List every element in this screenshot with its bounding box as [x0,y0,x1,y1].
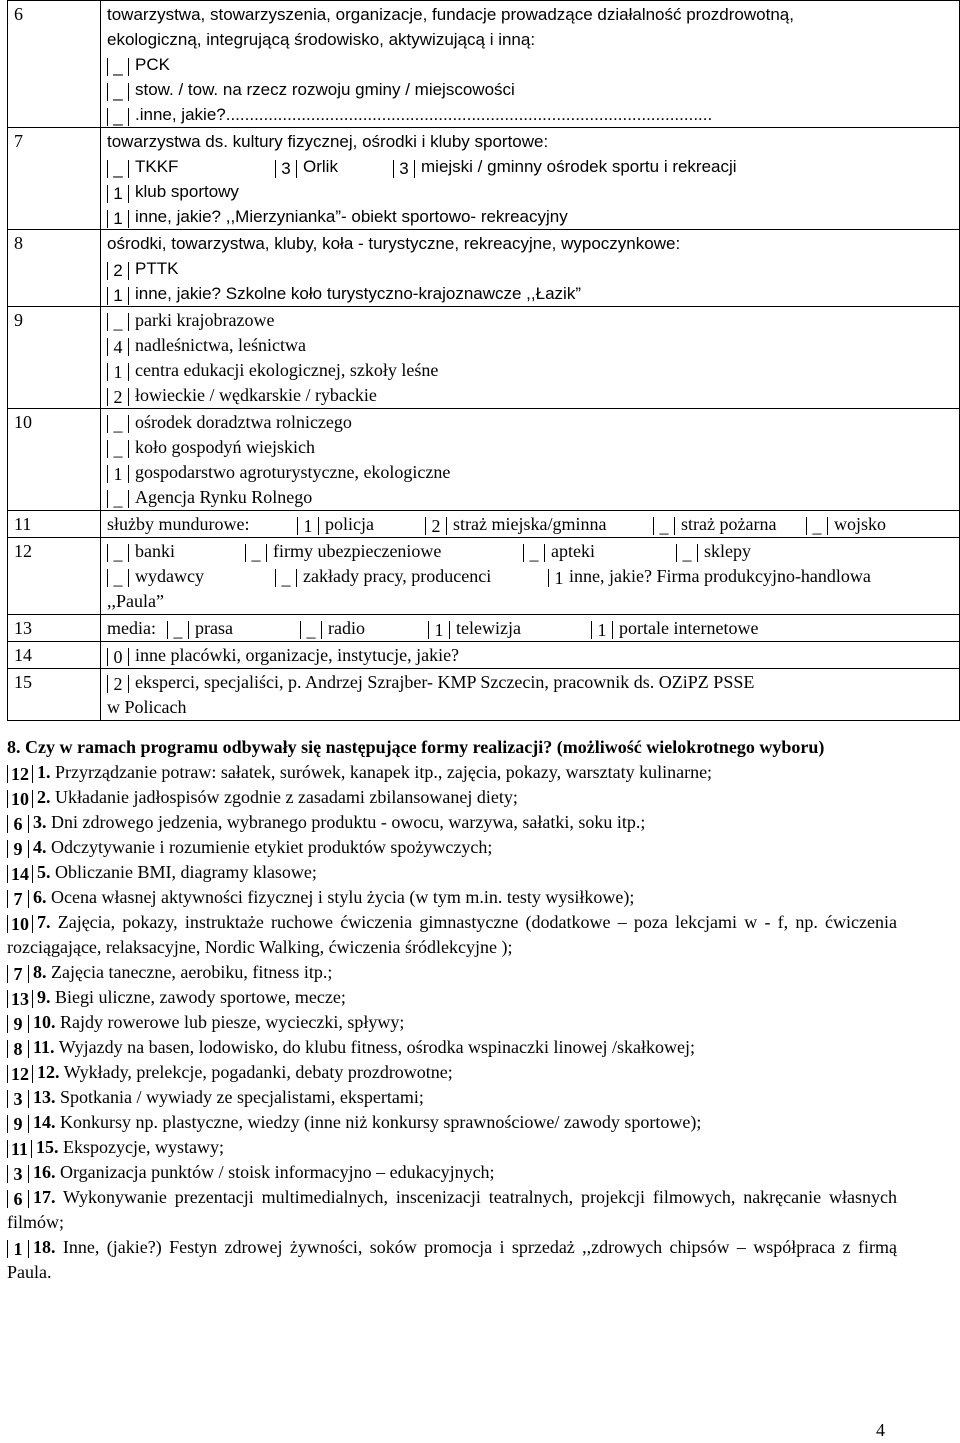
list-item [107,204,953,229]
row-title: ośrodki, towarzystwa, kluby, koła - turystyczne, rekreacyjne, wypoczynkowe: [107,234,681,253]
list-item [107,460,953,485]
row-content [101,615,960,642]
item-label: portale internetowe [619,618,759,638]
count-box: 3 [275,160,297,178]
item-number: 8. [33,962,47,982]
count-box: 11 [7,1140,32,1158]
item-label: TKKF [135,157,179,176]
item-text: Wykłady, prelekcje, pogadanki, debaty prozdrowotne; [63,1062,453,1082]
item-number: 7. [37,912,51,932]
item-label: miejski / gminny ośrodek sportu i rekreacji [421,157,737,176]
count-box: 7 [7,965,29,983]
list-item [7,910,897,960]
count-box: 10 [7,790,33,808]
item-label: PCK [135,55,170,74]
item-label: wydawcy [135,566,204,586]
list-item [107,383,953,408]
count-box: 1 [107,185,129,203]
row-content [101,230,960,307]
count-box: 9 [7,840,29,858]
item-text: Zajęcia, pokazy, instruktaże ruchowe ćwiczenia gimnastyczne (dodatkowe – poza lekcjami w - f, np. ćwiczenia rozciągające, relaksacyjne, Nordic Walking, ćwiczenia śródlekcyjne ); [7,912,897,957]
item-number: 14. [33,1112,56,1132]
row-content [101,307,960,409]
item-text: Wykonywanie prezentacji multimedialnych, inscenizacji teatralnych, projekcji filmowych, nakręcanie własnych filmów; [7,1187,897,1232]
item-text: Inne, (jakie?) Festyn zdrowej żywności, soków promocja i sprzedaż ,,zdrowych chipsów – współpraca z firmą Paula. [7,1237,897,1282]
row-content [101,538,960,615]
count-box: 10 [7,915,33,933]
list-item [7,835,897,860]
table-row [8,511,960,538]
list-item [7,985,897,1010]
inline-options [107,154,953,179]
item-number: 17. [33,1187,56,1207]
item-label: inne, jakie? ,,Mierzynianka”- obiekt sportowo- rekreacyjny [135,207,568,226]
item-label: PTTK [135,259,179,278]
table-row [8,409,960,511]
count-box: _ [806,517,828,535]
item-text: Ocena własnej aktywności fizycznej i stylu życia (w tym m.in. testy wysiłkowe); [51,887,635,907]
list-item [107,435,953,460]
count-box: 12 [7,765,33,783]
row-number: 15 [8,669,101,721]
item-label: eksperci, specjaliści, p. Andrzej Szrajber- KMP Szczecin, pracownik ds. OZiPZ PSSE [135,672,755,692]
item-label: radio [328,618,365,638]
count-box: _ [653,517,675,535]
list-item [7,1060,897,1085]
count-box: 1 [107,363,129,381]
table-row [8,669,960,721]
item-text: Dni zdrowego jedzenia, wybranego produktu - owocu, warzywa, sałatki, soku itp.; [51,812,646,832]
row-tail: w Policach [107,697,187,717]
section-8 [7,735,897,1285]
item-label: straż pożarna [681,514,777,534]
count-box: 7 [7,890,29,908]
item-label: inne placówki, organizacje, instytucje, jakie? [135,645,460,665]
item-number: 6. [33,887,47,907]
list-item [7,1160,897,1185]
table-row [8,538,960,615]
count-box: _ [676,544,698,562]
list-item [107,102,953,127]
item-label: centra edukacji ekologicznej, szkoły leśne [135,360,439,380]
item-number: 2. [37,787,51,807]
item-text: Zajęcia taneczne, aerobiku, fitness itp.; [51,962,333,982]
row-content [101,511,960,538]
list-item [7,1185,897,1235]
count-box: _ [107,440,129,458]
item-label: banki [135,541,175,561]
item-number: 18. [33,1237,56,1257]
list-item [107,410,953,435]
count-box: _ [107,83,129,101]
item-text: Przyrządzanie potraw: sałatek, surówek, kanapek itp., zajęcia, pokazy, warsztaty kulinarne; [55,762,713,782]
item-label: Agencja Rynku Rolnego [135,487,313,507]
list-item [7,885,897,910]
item-label: nadleśnictwa, leśnictwa [135,335,306,355]
item-number: 4. [33,837,47,857]
count-box: 8 [7,1040,29,1058]
list-item [7,1085,897,1110]
item-number: 10. [33,1012,56,1032]
count-box: 3 [393,160,415,178]
row-number: 7 [8,128,101,230]
item-number: 5. [37,862,51,882]
row-content [101,642,960,669]
inline-options [107,512,953,537]
row-label: służby mundurowe: [107,514,250,534]
row-title: towarzystwa, stowarzyszenia, organizacje, fundacje prowadzące działalność prozdrowotną, [107,5,794,24]
list-item [7,1110,897,1135]
count-box: 1 [107,210,129,228]
table-row [8,615,960,642]
section-title: 8. Czy w ramach programu odbywały się następujące formy realizacji? (możliwość wielokrotnego wyboru) [7,737,825,757]
count-box: 1 [107,465,129,483]
item-label: apteki [551,541,595,561]
list-item [7,860,897,885]
item-label: zakłady pracy, producenci [303,566,492,586]
item-text: Rajdy rowerowe lub piesze, wycieczki, spływy; [60,1012,405,1032]
item-label: wojsko [834,514,887,534]
list-item [107,333,953,358]
count-box: 2 [107,388,129,406]
count-box: _ [300,621,322,639]
row-title-cont: ekologiczną, integrującą środowisko, aktywizującą i inną: [107,30,536,49]
table-row [8,1,960,128]
forms-list [7,760,897,1285]
count-box: 2 [425,517,447,535]
item-number: 13. [33,1087,56,1107]
table-row [8,230,960,307]
count-box: 9 [7,1015,29,1033]
inline-options [107,539,953,564]
item-text: Konkursy np. plastyczne, wiedzy (inne niż konkursy sprawnościowe/ zawody sportowe); [60,1112,702,1132]
count-box: _ [107,490,129,508]
count-box: 4 [107,338,129,356]
list-item [107,256,953,281]
item-number: 16. [33,1162,56,1182]
list-item [107,281,953,306]
count-box: _ [523,544,545,562]
count-box: _ [107,569,129,587]
row-tail: ,,Paula” [107,591,164,611]
item-label: telewizja [456,618,521,638]
list-item [107,77,953,102]
item-label: sklepy [704,541,751,561]
count-box: _ [107,58,129,76]
list-item [107,670,953,695]
count-box: 14 [7,865,33,883]
table-row [8,128,960,230]
count-box: 3 [7,1090,29,1108]
count-box: 1 [7,1240,29,1258]
item-number: 12. [37,1062,60,1082]
count-box: 13 [7,990,33,1008]
count-box: 2 [107,675,129,693]
count-box: _ [107,313,129,331]
item-label: klub sportowy [135,182,239,201]
list-item [107,308,953,333]
count-box: 1 [591,621,613,639]
item-label: łowieckie / wędkarskie / rybackie [135,385,377,405]
item-label: straż miejska/gminna [453,514,607,534]
count-box: _ [107,544,129,562]
item-number: 1. [37,762,51,782]
count-box: 1 [107,287,129,305]
item-label: firmy ubezpieczeniowe [273,541,442,561]
row-number: 6 [8,1,101,128]
item-label: policja [325,514,374,534]
item-number: 9. [37,987,51,1007]
count-box: 9 [7,1115,29,1133]
row-content [101,128,960,230]
count-box: 1 [297,517,319,535]
item-label: stow. / tow. na rzecz rozwoju gminy / miejscowości [135,80,515,99]
count-box: _ [107,160,129,178]
row-number: 8 [8,230,101,307]
list-item [7,785,897,810]
count-box: _ [107,108,129,126]
item-number: 11. [33,1037,55,1057]
item-label: .inne, jakie?....................................................................................................... [135,105,713,124]
count-box: _ [167,621,189,639]
count-box: 12 [7,1065,33,1083]
item-text: Organizacja punktów / stoisk informacyjno – edukacyjnych; [60,1162,495,1182]
item-text: Obliczanie BMI, diagramy klasowe; [55,862,317,882]
inline-options [107,564,953,589]
row-title: towarzystwa ds. kultury fizycznej, ośrodki i kluby sportowe: [107,132,549,151]
item-text: Wyjazdy na basen, lodowisko, do klubu fitness, ośrodka wspinaczki linowej /skałkowej; [58,1037,696,1057]
list-item [7,1235,897,1285]
list-item [107,643,953,668]
row-content [101,669,960,721]
table-row [8,307,960,409]
table-row [8,642,960,669]
item-number: 15. [36,1137,59,1157]
item-text: Odczytywanie i rozumienie etykiet produktów spożywczych; [51,837,493,857]
count-box: 0 [107,648,129,666]
item-text: Spotkania / wywiady ze specjalistami, ekspertami; [60,1087,424,1107]
count-box: 1 [548,569,569,587]
item-number: 3. [33,812,47,832]
count-box: _ [275,569,297,587]
item-label: Orlik [303,157,338,176]
item-text: Biegi uliczne, zawody sportowe, mecze; [55,987,346,1007]
item-text: Ekspozycje, wystawy; [63,1137,224,1157]
item-label: prasa [195,618,233,638]
row-number: 14 [8,642,101,669]
item-label: parki krajobrazowe [135,310,275,330]
list-item [7,1035,897,1060]
row-number: 12 [8,538,101,615]
count-box: 2 [107,262,129,280]
list-item [7,760,897,785]
item-label: gospodarstwo agroturystyczne, ekologiczne [135,462,451,482]
list-item [107,52,953,77]
row-number: 13 [8,615,101,642]
item-label: koło gospodyń wiejskich [135,437,315,457]
inline-options [107,616,953,641]
row-label: media: [107,618,156,638]
count-box: _ [107,415,129,433]
row-content [101,1,960,128]
list-item [107,485,953,510]
item-label: ośrodek doradztwa rolniczego [135,412,352,432]
list-item [7,1010,897,1035]
item-label: inne, jakie? Szkolne koło turystyczno-krajoznawcze ,,Łazik” [135,284,581,303]
row-content [101,409,960,511]
row-number: 9 [8,307,101,409]
list-item [7,960,897,985]
item-text: Układanie jadłospisów zgodnie z zasadami zbilansowanej diety; [55,787,518,807]
count-box: _ [245,544,267,562]
list-item [7,1135,897,1160]
count-box: 6 [7,1190,29,1208]
list-item [7,810,897,835]
row-number: 10 [8,409,101,511]
page-number: 4 [876,1420,885,1440]
organizations-table [7,0,960,721]
row-number: 11 [8,511,101,538]
count-box: 3 [7,1165,29,1183]
list-item [107,358,953,383]
list-item [107,179,953,204]
item-label: inne, jakie? Firma produkcyjno-handlowa [569,566,871,586]
count-box: 1 [428,621,450,639]
count-box: 6 [7,815,29,833]
